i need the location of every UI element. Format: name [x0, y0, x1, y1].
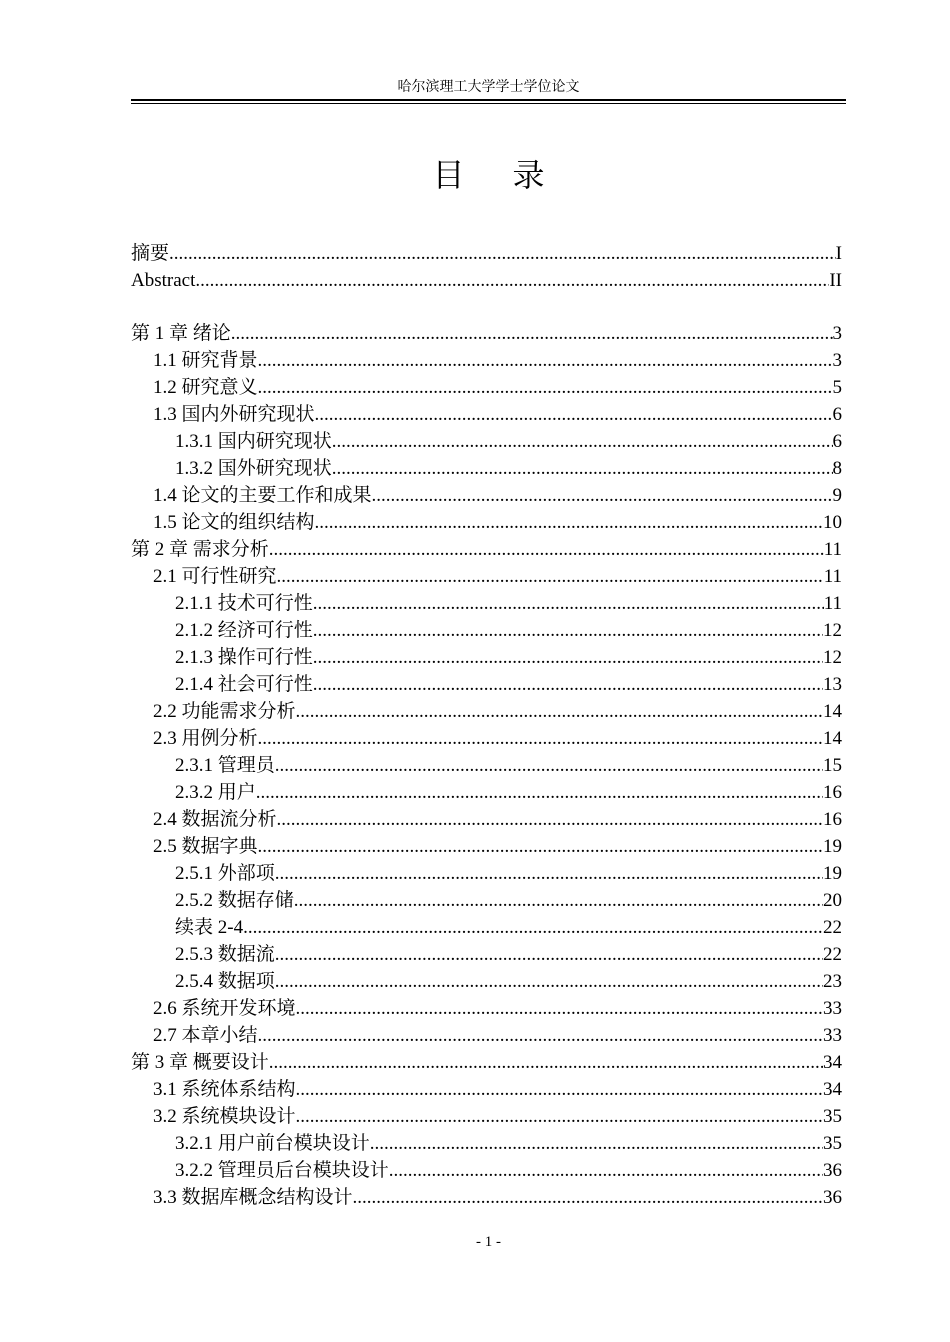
toc-entry-title: 1.3.2 国外研究现状 — [175, 458, 332, 479]
toc-dot-leader — [294, 887, 823, 914]
toc-entry[interactable] — [131, 320, 842, 347]
toc-dot-leader — [169, 240, 836, 267]
toc-entry-page: 33 — [823, 998, 842, 1019]
toc-entry[interactable] — [131, 995, 842, 1022]
toc-entry-title: 2.1 可行性研究 — [153, 566, 277, 587]
toc-entry-page: 19 — [823, 863, 842, 884]
toc-entry-page: 3 — [832, 323, 842, 344]
toc-entry[interactable] — [131, 887, 842, 914]
toc-dot-leader — [313, 644, 823, 671]
toc-entry-page: 14 — [823, 728, 842, 749]
toc-entry-title: 2.1.1 技术可行性 — [175, 593, 313, 614]
toc-entry-title: 2.2 功能需求分析 — [153, 701, 296, 722]
toc-entry-title: 2.7 本章小结 — [153, 1025, 258, 1046]
toc-entry-page: 16 — [823, 782, 842, 803]
toc-entry-page: 6 — [832, 431, 842, 452]
toc-entry-page: 14 — [823, 701, 842, 722]
toc-dot-leader — [256, 779, 823, 806]
toc-entry[interactable] — [131, 644, 842, 671]
toc-entry[interactable] — [131, 968, 842, 995]
toc-entry[interactable] — [131, 267, 842, 294]
toc-entry-page: 11 — [823, 539, 842, 560]
toc-entry-page: 22 — [823, 917, 842, 938]
toc-dot-leader — [313, 671, 823, 698]
toc-dot-leader — [313, 617, 823, 644]
toc-entry-page: 12 — [823, 647, 842, 668]
toc-entry-title: 1.3.1 国内研究现状 — [175, 431, 332, 452]
toc-title: 目录 — [432, 156, 593, 194]
toc-entry[interactable] — [131, 914, 842, 941]
toc-dot-leader — [296, 1103, 823, 1130]
toc-entry[interactable] — [131, 671, 842, 698]
toc-entry[interactable] — [131, 860, 842, 887]
toc-entry-title: 1.5 论文的组织结构 — [153, 512, 315, 533]
toc-entry[interactable] — [131, 941, 842, 968]
toc-dot-leader — [269, 1049, 823, 1076]
toc-dot-leader — [389, 1157, 823, 1184]
toc-dot-leader — [313, 590, 824, 617]
toc-entry-page: I — [835, 243, 842, 264]
toc-entry-page: 36 — [823, 1160, 842, 1181]
toc-entry-page: 36 — [823, 1187, 842, 1208]
toc-dot-leader — [370, 1130, 823, 1157]
toc-dot-leader — [275, 941, 823, 968]
toc-entry-title: 2.6 系统开发环境 — [153, 998, 296, 1019]
toc-dot-leader — [296, 995, 823, 1022]
toc-entry-title: 摘要 — [131, 243, 170, 264]
toc-entry[interactable] — [131, 1076, 842, 1103]
toc-entry-page: 19 — [823, 836, 842, 857]
toc-entry-title: 第 3 章 概要设计 — [131, 1052, 269, 1073]
toc-dot-leader — [332, 455, 833, 482]
toc-entry-page: 11 — [823, 593, 842, 614]
toc-entry[interactable] — [131, 725, 842, 752]
toc-entry-page: 23 — [823, 971, 842, 992]
toc-entry-title: 3.3 数据库概念结构设计 — [153, 1187, 353, 1208]
table-of-contents — [131, 240, 842, 1211]
toc-entry[interactable] — [131, 482, 842, 509]
toc-dot-leader — [269, 536, 824, 563]
toc-entry-page: 35 — [823, 1133, 842, 1154]
toc-entry-page: 34 — [823, 1052, 842, 1073]
toc-entry-page: 3 — [832, 350, 842, 371]
toc-dot-leader — [277, 806, 823, 833]
toc-entry[interactable] — [131, 1049, 842, 1076]
toc-entry[interactable] — [131, 1157, 842, 1184]
toc-dot-leader — [315, 401, 833, 428]
toc-dot-leader — [243, 914, 823, 941]
toc-entry-title: 2.1.2 经济可行性 — [175, 620, 313, 641]
toc-entry-title: 1.2 研究意义 — [153, 377, 258, 398]
toc-entry-title: Abstract — [131, 270, 196, 291]
toc-entry-page: 9 — [832, 485, 842, 506]
header-rule-thin — [131, 103, 846, 104]
toc-entry[interactable] — [131, 806, 842, 833]
toc-entry-title: 1.1 研究背景 — [153, 350, 258, 371]
toc-entry[interactable] — [131, 833, 842, 860]
toc-dot-leader — [258, 347, 833, 374]
toc-entry[interactable] — [131, 401, 842, 428]
toc-dot-leader — [372, 482, 833, 509]
toc-dot-leader — [275, 860, 823, 887]
toc-dot-leader — [275, 752, 823, 779]
toc-entry-title: 2.5 数据字典 — [153, 836, 258, 857]
toc-entry-title: 第 1 章 绪论 — [131, 323, 231, 344]
toc-entry-title: 2.5.3 数据流 — [175, 944, 275, 965]
running-header: 哈尔滨理工大学学士学位论文 — [397, 80, 580, 95]
toc-entry-title: 2.1.4 社会可行性 — [175, 674, 313, 695]
toc-entry-title: 2.1.3 操作可行性 — [175, 647, 313, 668]
toc-entry[interactable] — [131, 240, 842, 267]
toc-entry-title: 1.4 论文的主要工作和成果 — [153, 485, 372, 506]
toc-entry-title: 2.5.2 数据存储 — [175, 890, 294, 911]
toc-entry-title: 3.2.2 管理员后台模块设计 — [175, 1160, 389, 1181]
toc-entry-page: 33 — [823, 1025, 842, 1046]
toc-dot-leader — [277, 563, 824, 590]
toc-entry[interactable] — [131, 428, 842, 455]
page-number: - 1 - — [476, 1234, 501, 1250]
toc-entry-title: 3.1 系统体系结构 — [153, 1079, 296, 1100]
toc-dot-leader — [258, 725, 823, 752]
toc-entry-title: 2.5.1 外部项 — [175, 863, 275, 884]
toc-entry-title: 第 2 章 需求分析 — [131, 539, 269, 560]
toc-dot-leader — [258, 833, 823, 860]
toc-entry-title: 2.5.4 数据项 — [175, 971, 275, 992]
toc-entry-title: 2.4 数据流分析 — [153, 809, 277, 830]
toc-entry[interactable] — [131, 563, 842, 590]
toc-dot-leader — [258, 1022, 823, 1049]
toc-entry-page: II — [829, 270, 842, 291]
toc-entry[interactable] — [131, 1022, 842, 1049]
toc-entry-title: 3.2 系统模块设计 — [153, 1106, 296, 1127]
toc-entry-title: 3.2.1 用户前台模块设计 — [175, 1133, 370, 1154]
toc-entry-page: 8 — [832, 458, 842, 479]
toc-entry-title: 2.3.1 管理员 — [175, 755, 275, 776]
toc-entry[interactable] — [131, 617, 842, 644]
toc-entry-page: 22 — [823, 944, 842, 965]
toc-entry[interactable] — [131, 509, 842, 536]
toc-entry[interactable] — [131, 1130, 842, 1157]
toc-entry-title: 2.3.2 用户 — [175, 782, 256, 803]
toc-dot-leader — [258, 374, 833, 401]
toc-entry[interactable] — [131, 779, 842, 806]
toc-entry-page: 12 — [823, 620, 842, 641]
toc-entry-title: 2.3 用例分析 — [153, 728, 258, 749]
toc-dot-leader — [296, 1076, 823, 1103]
toc-dot-leader — [231, 320, 833, 347]
toc-entry-page: 15 — [823, 755, 842, 776]
toc-entry[interactable] — [131, 590, 842, 617]
toc-entry[interactable] — [131, 1184, 842, 1211]
toc-entry-page: 5 — [832, 377, 842, 398]
toc-dot-leader — [353, 1184, 823, 1211]
toc-dot-leader — [275, 968, 823, 995]
toc-entry-page: 13 — [823, 674, 842, 695]
toc-entry-page: 16 — [823, 809, 842, 830]
toc-entry-page: 11 — [823, 566, 842, 587]
toc-entry[interactable] — [131, 347, 842, 374]
toc-entry[interactable] — [131, 1103, 842, 1130]
toc-entry[interactable] — [131, 698, 842, 725]
toc-entry[interactable] — [131, 752, 842, 779]
toc-dot-leader — [315, 509, 823, 536]
toc-entry[interactable] — [131, 374, 842, 401]
toc-entry-page: 6 — [832, 404, 842, 425]
toc-dot-leader — [195, 267, 829, 294]
header-rule-thick — [131, 99, 846, 101]
toc-entry-page: 34 — [823, 1079, 842, 1100]
toc-entry[interactable] — [131, 536, 842, 563]
toc-entry-page: 10 — [823, 512, 842, 533]
toc-dot-leader — [332, 428, 833, 455]
toc-entry-title: 续表 2-4 — [175, 917, 244, 938]
toc-dot-leader — [296, 698, 823, 725]
toc-entry-page: 20 — [823, 890, 842, 911]
toc-entry-page: 35 — [823, 1106, 842, 1127]
toc-entry-title: 1.3 国内外研究现状 — [153, 404, 315, 425]
toc-entry[interactable] — [131, 455, 842, 482]
